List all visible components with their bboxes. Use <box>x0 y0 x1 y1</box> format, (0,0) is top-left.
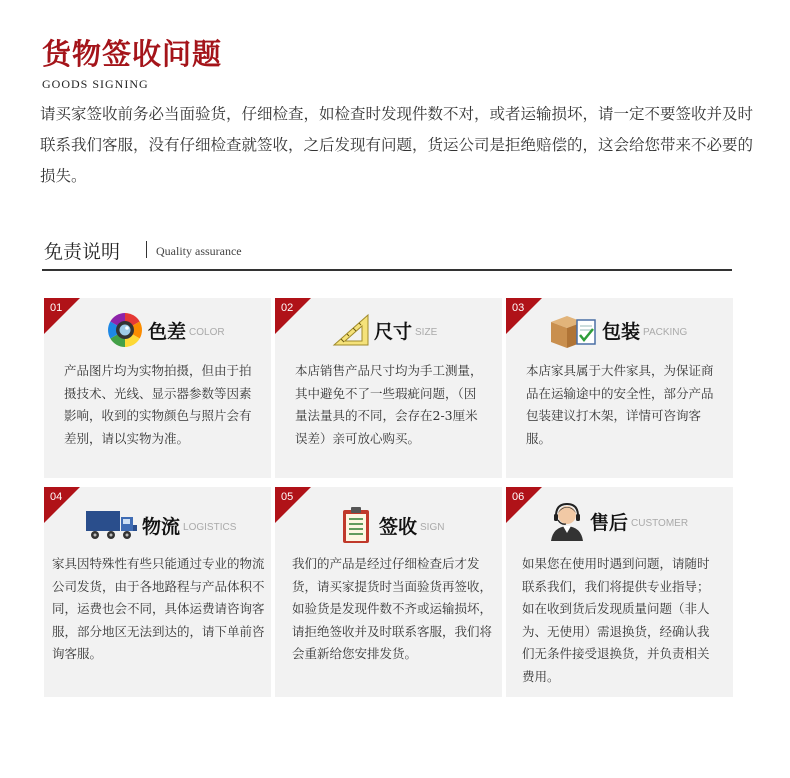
section-title-cn: 免责说明 <box>44 241 121 263</box>
card-title-en: COLOR <box>189 326 225 338</box>
card-number: 01 <box>50 302 63 314</box>
card-title-cn: 包装 <box>602 320 641 343</box>
card-text: 家具因特殊性有些只能通过专业的物流公司发货，由于各地路程与产品体积不同，运费也会不同，具体运费请咨询客服，部分地区无法到达的，请下单前咨询客服。 <box>52 556 265 661</box>
section-title-divider <box>146 241 147 258</box>
clipboard-icon <box>335 505 377 545</box>
card-color <box>44 298 271 478</box>
card-number: 04 <box>50 491 63 503</box>
card-customer <box>506 487 733 697</box>
section-title-en: Quality assurance <box>156 244 242 258</box>
page-title-cn: 货物签收问题 <box>42 37 223 71</box>
card-title-en: PACKING <box>643 326 688 338</box>
card-number: 06 <box>512 491 525 503</box>
card-packing <box>506 298 733 478</box>
card-title-cn: 物流 <box>142 515 181 538</box>
card-text: 产品图片均为实物拍摄，但由于拍摄技术、光线、显示器参数等因素影响，收到的实物颜色与照片会有差别，请以实物为准。 <box>64 363 252 446</box>
card-text: 本店家具属于大件家具，为保证商品在运输途中的安全性，部分产品包装建议打木架，详情可咨询客服。 <box>526 363 714 446</box>
package-box-icon <box>548 310 600 350</box>
delivery-truck-icon <box>84 505 140 545</box>
card-title-cn: 签收 <box>379 515 418 538</box>
section-underline <box>42 269 732 271</box>
card-title-en: SIZE <box>415 326 438 338</box>
card-number: 05 <box>281 491 294 503</box>
card-title-en: CUSTOMER <box>631 517 689 529</box>
card-size <box>275 298 502 478</box>
customer-service-icon <box>546 501 588 541</box>
card-sign <box>275 487 502 697</box>
card-text: 如果您在使用时遇到问题，请随时联系我们，我们将提供专业指导；如在收到货后发现质量问题（非人为、无使用）需退换货，经确认我们无条件接受退换货，并负责相关费用。 <box>522 556 710 684</box>
card-logistics <box>44 487 271 697</box>
card-title-cn: 售后 <box>590 511 629 534</box>
card-number: 02 <box>281 302 294 314</box>
page-title-en: GOODS SIGNING <box>42 77 149 91</box>
card-number: 03 <box>512 302 525 314</box>
intro-paragraph: 请买家签收前务必当面验货，仔细检查，如检查时发现件数不对，或者运输损坏，请一定不要签收并及时联系我们客服，没有仔细检查就签收，之后发现有问题，货运公司是拒绝赔偿的，这会给您带来不必要的损失。 <box>40 105 754 185</box>
card-title-cn: 尺寸 <box>374 320 413 343</box>
card-text: 我们的产品是经过仔细检查后才发货，请买家提货时当面验货再签收，如验货是发现件数不齐或运输损坏，请拒绝签收并及时联系客服，我们将会重新给您安排发货。 <box>292 556 493 661</box>
ruler-icon <box>330 310 372 350</box>
card-title-en: LOGISTICS <box>183 521 237 533</box>
card-title-cn: 色差 <box>148 320 187 343</box>
card-text: 本店销售产品尺寸均为手工测量，其中避免不了一些瑕疵问题，（因量法量具的不同，会存在2-3厘米误差）亲可放心购买。 <box>295 363 483 446</box>
color-wheel-icon <box>104 310 146 350</box>
card-title-en: SIGN <box>420 521 445 533</box>
